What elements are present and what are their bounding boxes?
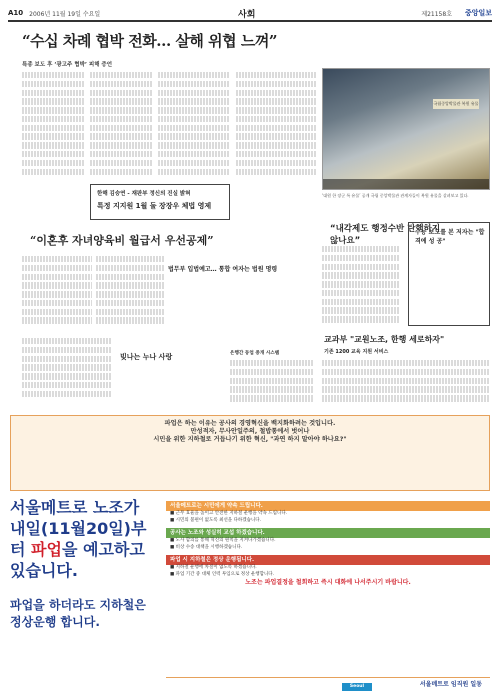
ad-left-big-1: 서울메트로 노조가 내일(11월20일)부터 파업을 예고하고 있습니다. [10,498,147,580]
ad-footer [166,677,490,697]
sidebar-box [408,222,490,326]
ad-right-panel [166,497,490,677]
page-number: A10 [8,9,24,17]
ad-row: ■ 지하철 운행에 차질이 없도록 하겠습니다. [170,565,257,570]
third-headline: 빚나는 누나 사랑 [120,353,173,361]
third-story-column-1 [22,338,112,408]
third-kicker: 은행간 동업 중개 시스템 [230,351,280,356]
main-story-column-3 [158,72,230,184]
ad-top-line-1: 파업은 하는 이유는 공사의 경영혁신을 백지화하려는 것입니다. [164,420,336,427]
sidebar-box-title: 수능 보도를 본 저자는 "합격에 성 공" [415,229,485,245]
right-story-column [322,360,490,410]
photo-sign: 국립중앙박물관 복원 유물 [433,99,479,109]
main-subhead: 특종 보도 후 ‘광고주 협박’ 피해 증언 [22,62,113,68]
second-subhead: 법무부 입법예고… 통합 여자는 법원 명령 [168,266,278,273]
ad-left-panel [10,497,160,691]
ad-row: ■ 시민의 불편이 없도록 최선을 다하겠습니다. [170,517,262,523]
right-subhead: 기존 1200 교육 지원 서비스 [324,349,389,355]
ad-bottom-note: 노조는 파업결정을 철회하고 즉시 대화에 나서주시기 바랍니다. [245,579,411,586]
middle-box [90,184,230,220]
ad-row: ■ 비상 수송 대책을 시행하겠습니다. [170,544,243,550]
ad-row: ■ 근무 효율을 높이고 안전한 지하철 운행을 약속 드립니다. [170,511,288,516]
ad-row: ■ 노사 합의를 통해 혁신의 원칙을 지켜나가겠습니다. [170,538,276,543]
issue-date: 2006년 11월 19일 수요일 [29,10,101,18]
third-story-column-2 [230,360,314,410]
paper-logo: 중앙일보 [464,9,492,17]
section-title: 사회 [238,10,256,20]
ad-top-message [10,415,490,491]
middle-box-subtitle: 특정 지지원 1월 둘 장장우 체법 영제 [97,202,212,210]
ad-banner-2: 공사는 노조와 성실히 교섭 하겠습니다. [166,528,490,538]
middle-box-title: 한해 김승연 - 재판부 정신의 진실 밝혀 [97,191,191,197]
photo-shadow [323,179,489,189]
news-photo [322,68,490,190]
second-story-column-2 [96,256,164,328]
seoul-metro-ad [0,415,500,697]
opinion-column-1 [322,246,400,326]
ad-banner-3: 파업 시 지하철은 정상 운행됩니다. [166,555,490,565]
main-story-column-4 [236,72,316,184]
right-headline: 교과부 "교원노조, 한행 세로하자" [324,335,445,344]
issue-number: 제21158호 [421,10,452,18]
main-story-column-2 [90,72,152,184]
ad-top-line-3: 시민을 위한 지하철로 거듭나기 위한 혁신, "과연 하지 말아야 하나요?" [153,436,347,443]
main-story-column-1 [22,72,84,184]
main-headline: “수십 차례 협박 전화… 살해 위협 느껴” [22,32,277,50]
masthead [8,6,492,22]
opinion-headline: “내각제도 행정수반 탄핵하지 않나요” [330,224,441,246]
ad-left-big-2: 파업을 하더라도 지하철은 정상운행 합니다. [10,598,146,629]
seoul-metro-logo: Seoul Metro [342,683,372,691]
ad-row: ■ 파업 기간 중 대체 인력 투입으로 정상 운행합니다. [170,571,275,577]
second-headline: “이혼후 자녀양육비 월급서 우선공제” [30,234,214,247]
ad-footer-text: 서울메트로 임직원 일동 [419,681,482,688]
photo-caption: ‘대원 한 장군 특 유물’ 공개 국립 중앙박물관 관계자들이 복원 유물을 살펴보고 있다. [322,193,469,198]
strike-word: 파업 [31,540,62,559]
ad-banner-1: 서울메트로는 시민에게 약속 드립니다. [166,501,490,511]
ad-top-line-2: 만성적자, 무사안일주의, 철밥통에서 벗어나 [190,428,310,435]
second-story-column-1 [22,256,92,328]
